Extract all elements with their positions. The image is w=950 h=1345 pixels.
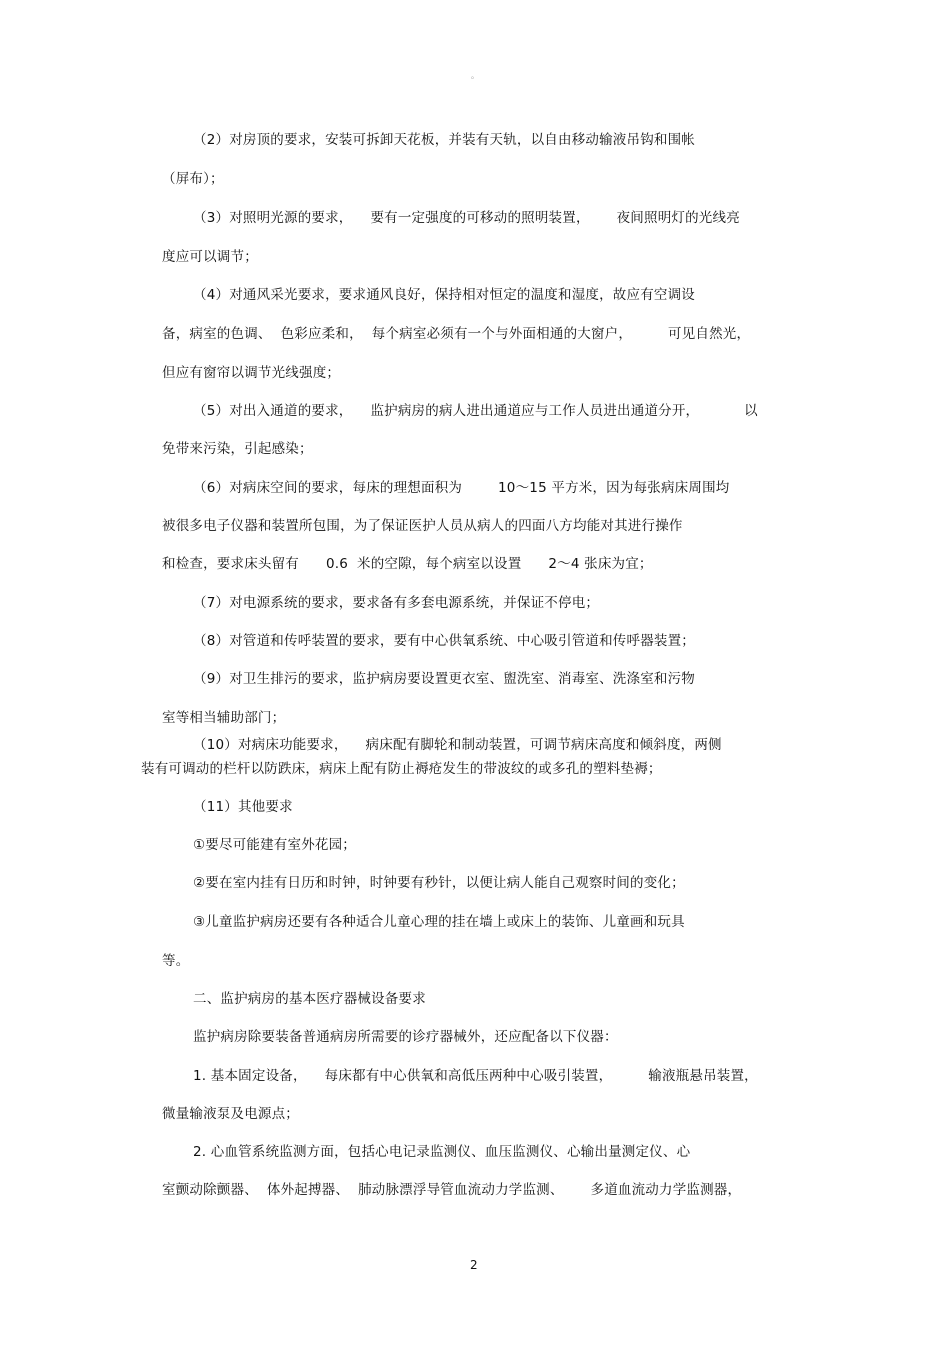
text-line: （3）对照明光源的要求， 要有一定强度的可移动的照明装置， 夜间照明灯的光线亮	[193, 210, 740, 226]
text-line: （屏布）；	[162, 171, 224, 187]
text-line: 免带来污染，引起感染；	[162, 441, 313, 457]
text-line: 1. 基本固定设备， 每床都有中心供氧和高低压两种中心吸引装置， 输液瓶悬吊装置，	[193, 1068, 758, 1084]
text-line: （2）对房顶的要求，安装可拆卸天花板，并装有天轨，以自由移动输液吊钩和围帐	[193, 132, 695, 148]
text-line: 监护病房除要装备普通病房所需要的诊疗器械外，还应配备以下仪器：	[193, 1029, 618, 1045]
text-line: 装有可调动的栏杆以防跌床，病床上配有防止褥疮发生的带波纹的或多孔的塑料垫褥；	[141, 761, 662, 777]
text-line: （11）其他要求	[193, 799, 293, 815]
text-line: ②要在室内挂有日历和时钟，时钟要有秒针，以便让病人能自己观察时间的变化；	[193, 875, 685, 891]
text-line: 室等相当辅助部门；	[162, 710, 286, 726]
text-line: （5）对出入通道的要求， 监护病房的病人进出通道应与工作人员进出通道分开， 以	[193, 403, 758, 419]
text-line: 微量输液泵及电源点；	[162, 1106, 299, 1122]
text-line: （9）对卫生排污的要求，监护病房要设置更衣室、盥洗室、消毒室、洗涤室和污物	[193, 671, 695, 687]
text-line: （7）对电源系统的要求，要求备有多套电源系统，并保证不停电；	[193, 595, 600, 611]
text-line: （10）对病床功能要求， 病床配有脚轮和制动装置，可调节病床高度和倾斜度，两侧	[193, 737, 722, 753]
text-line: 2. 心血管系统监测方面，包括心电记录监测仪、血压监测仪、心输出量测定仪、心	[193, 1144, 691, 1160]
text-line: 和检查，要求床头留有 0.6 米的空隙，每个病室以设置 2～4 张床为宜；	[162, 556, 653, 572]
text-line: 备，病室的色调、 色彩应柔和， 每个病室必须有一个与外面相通的大窗户， 可见自然光，	[162, 326, 751, 342]
text-line: ③儿童监护病房还要有各种适合儿童心理的挂在墙上或床上的装饰、儿童画和玩具	[193, 914, 685, 930]
text-line: 等。	[162, 953, 190, 969]
header-mark: 。	[471, 71, 479, 80]
page-number: 2	[470, 1258, 478, 1272]
text-line: （8）对管道和传呼装置的要求，要有中心供氧系统、中心吸引管道和传呼器装置；	[193, 633, 695, 649]
text-line: （4）对通风采光要求，要求通风良好，保持相对恒定的温度和湿度，故应有空调设	[193, 287, 695, 303]
section-heading: 二、监护病房的基本医疗器械设备要求	[193, 991, 426, 1007]
text-line: 但应有窗帘以调节光线强度；	[162, 365, 341, 381]
text-line: 度应可以调节；	[162, 249, 258, 265]
text-line: ①要尽可能建有室外花园；	[193, 837, 357, 853]
text-line: （6）对病床空间的要求，每床的理想面积为 10～15 平方米，因为每张病床周围均	[193, 480, 730, 496]
text-line: 被很多电子仪器和装置所包围，为了保证医护人员从病人的四面八方均能对其进行操作	[162, 518, 683, 534]
text-line: 室颤动除颤器、 体外起搏器、 肺动脉漂浮导管血流动力学监测、 多道血流动力学监测器，	[162, 1182, 742, 1198]
